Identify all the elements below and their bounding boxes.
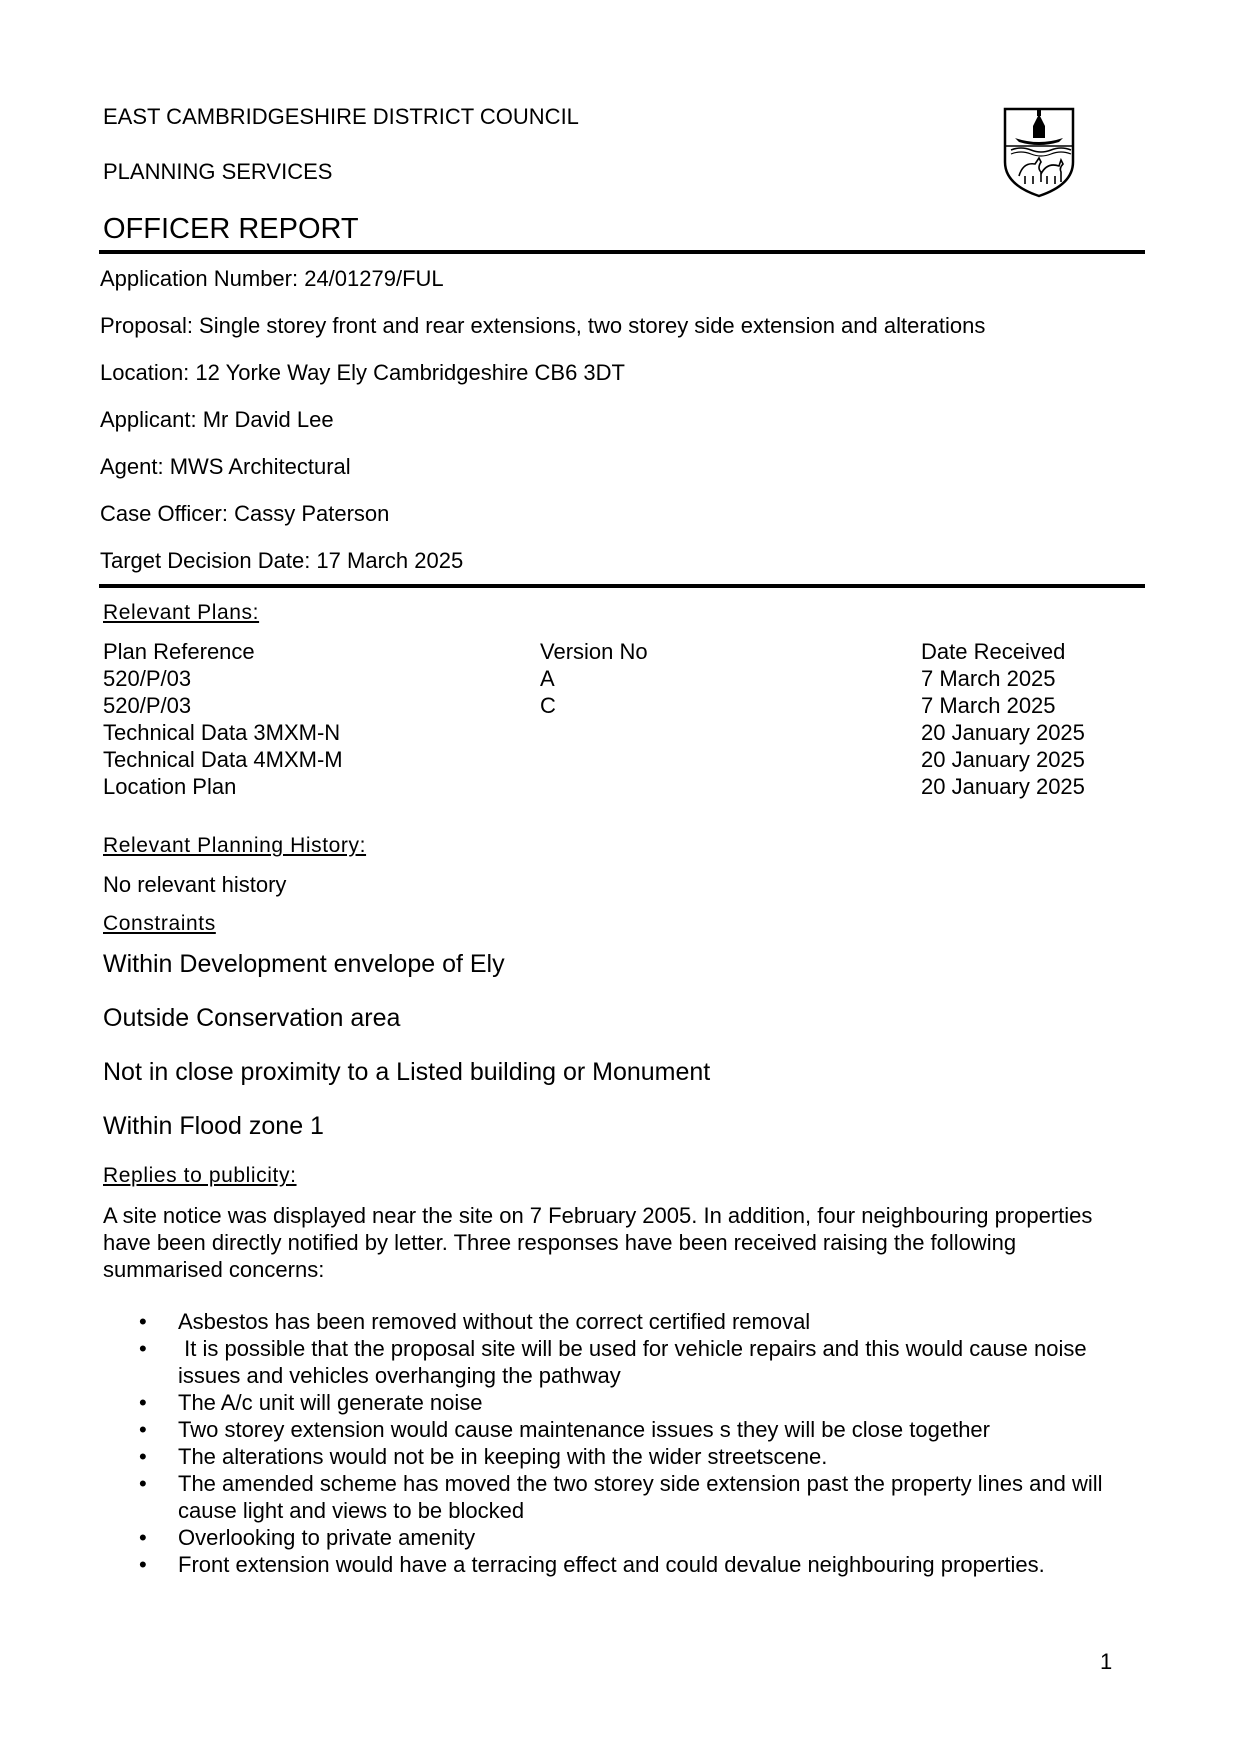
column-header-version-no: Version No [540, 639, 648, 664]
list-item: • Front extension would have a terracing effect and could devalue neighbouring properties. [103, 1551, 1143, 1578]
plan-reference: Location Plan [103, 774, 237, 799]
council-name: EAST CAMBRIDGESHIRE DISTRICT COUNCIL [103, 104, 579, 129]
page-title: OFFICER REPORT [103, 213, 359, 245]
proposal: Proposal: Single storey front and rear extensions, two storey side extension and alterations [100, 313, 986, 338]
location: Location: 12 Yorke Way Ely Cambridgeshire CB6 3DT [100, 360, 625, 385]
planning-history-text: No relevant history [103, 872, 287, 897]
crest-shield-icon [1001, 106, 1077, 198]
council-crest-logo [1001, 106, 1077, 198]
applicant: Applicant: Mr David Lee [100, 407, 334, 432]
application-number: Application Number: 24/01279/FUL [100, 266, 444, 291]
constraint-item: Outside Conservation area [103, 1004, 401, 1032]
relevant-plans-table [103, 638, 1103, 800]
page-number: 1 [1100, 1649, 1113, 1674]
table-row [103, 746, 1103, 773]
date-received: 20 January 2025 [921, 774, 1085, 799]
list-item: • The A/c unit will generate noise [103, 1389, 1143, 1416]
date-received: 20 January 2025 [921, 720, 1085, 745]
date-received: 7 March 2025 [921, 693, 1056, 718]
version-no: C [540, 693, 556, 718]
constraints-heading: Constraints [103, 912, 216, 935]
department-name: PLANNING SERVICES [103, 159, 333, 184]
plans-header-row [103, 638, 1103, 665]
list-item: • The amended scheme has moved the two storey side extension past the property lines and will cause light and views to be blocked [103, 1470, 1143, 1524]
title-rule [99, 250, 1145, 254]
agent: Agent: MWS Architectural [100, 454, 351, 479]
list-item: • It is possible that the proposal site will be used for vehicle repairs and this would cause noise issues and vehicles overhanging the pathway [103, 1335, 1143, 1389]
plan-reference: 520/P/03 [103, 666, 192, 691]
details-rule [99, 584, 1145, 588]
table-row [103, 692, 1103, 719]
publicity-intro: A site notice was displayed near the site on 7 February 2005. In addition, four neighbouring properties have been directly notified by letter. Three responses have been received raising the following summarised concerns: [103, 1203, 1093, 1282]
column-header-plan-reference: Plan Reference [103, 639, 255, 664]
version-no: A [540, 666, 555, 691]
publicity-heading: Replies to publicity: [103, 1164, 297, 1187]
constraint-item: Not in close proximity to a Listed building or Monument [103, 1058, 711, 1086]
list-item: • Two storey extension would cause maintenance issues s they will be close together [103, 1416, 1143, 1443]
concerns-list [103, 1308, 1143, 1578]
column-header-date-received: Date Received [921, 639, 1066, 664]
table-row [103, 773, 1103, 800]
plan-reference: Technical Data 4MXM-M [103, 747, 343, 772]
plan-reference: Technical Data 3MXM-N [103, 720, 341, 745]
plan-reference: 520/P/03 [103, 693, 192, 718]
planning-history-heading: Relevant Planning History: [103, 834, 367, 857]
date-received: 7 March 2025 [921, 666, 1056, 691]
list-item: • Asbestos has been removed without the correct certified removal [103, 1308, 1143, 1335]
constraint-item: Within Flood zone 1 [103, 1112, 324, 1140]
relevant-plans-heading: Relevant Plans: [103, 601, 260, 624]
target-decision-date: Target Decision Date: 17 March 2025 [100, 548, 464, 573]
list-item: • The alterations would not be in keeping with the wider streetscene. [103, 1443, 1143, 1470]
date-received: 20 January 2025 [921, 747, 1085, 772]
list-item: • Overlooking to private amenity [103, 1524, 1143, 1551]
table-row [103, 719, 1103, 746]
table-row [103, 665, 1103, 692]
case-officer: Case Officer: Cassy Paterson [100, 501, 390, 526]
constraint-item: Within Development envelope of Ely [103, 950, 505, 978]
